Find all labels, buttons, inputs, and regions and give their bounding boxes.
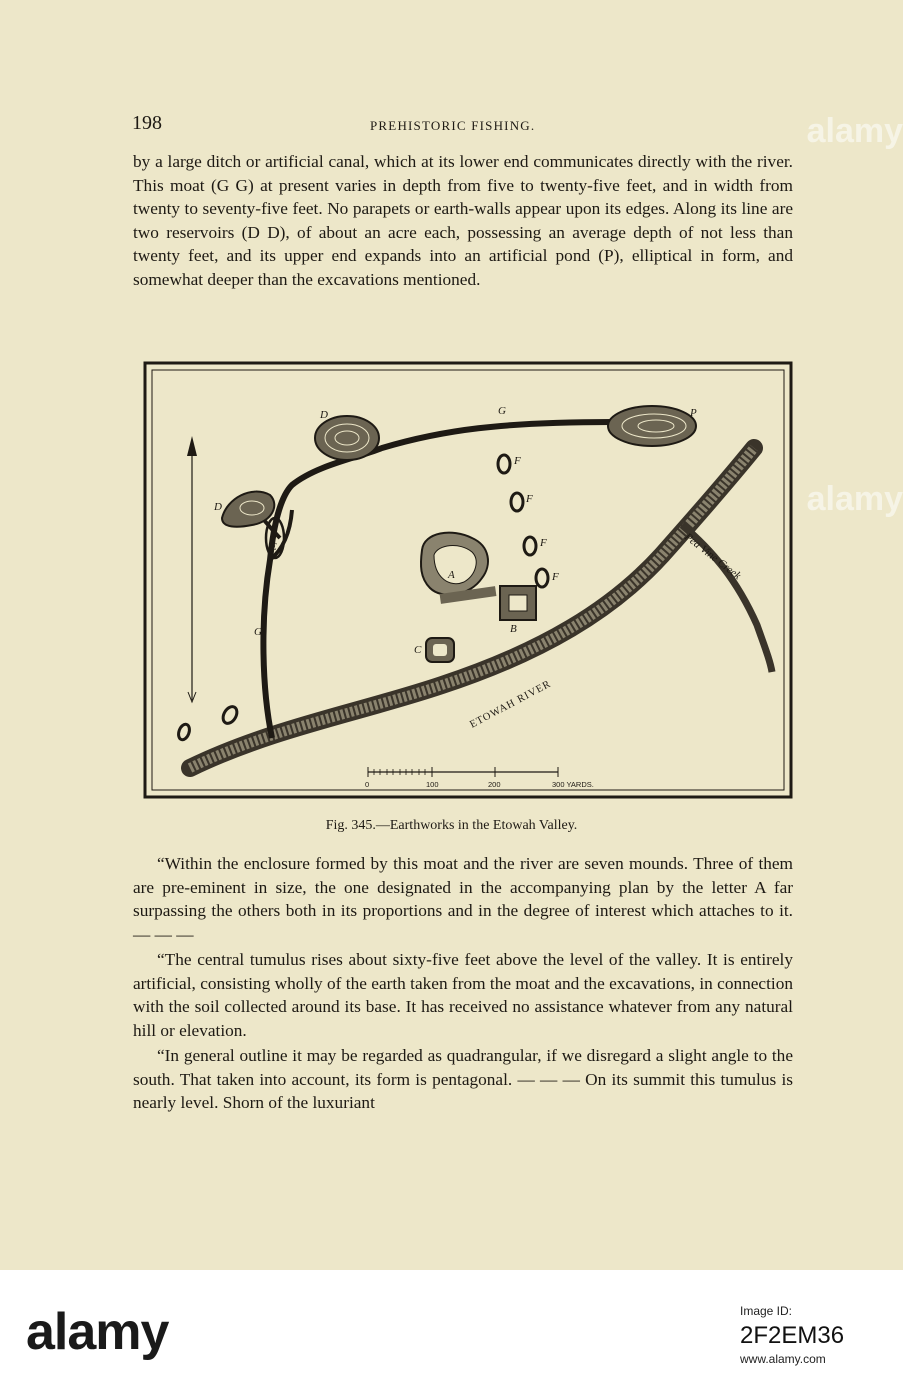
- label-f-1: F: [514, 455, 521, 467]
- label-f-3: F: [540, 537, 547, 549]
- label-e: E: [270, 541, 277, 553]
- image-id-label: Image ID:: [740, 1304, 793, 1318]
- earthworks-map-figure: [142, 360, 794, 800]
- label-a: A: [448, 569, 455, 581]
- scale-tick-200: 200: [488, 780, 501, 789]
- mound-f-2: [511, 493, 523, 511]
- scale-tick-300: 300 YARDS.: [552, 780, 594, 789]
- label-f-2: F: [526, 493, 533, 505]
- watermark-right-1: alamy: [806, 112, 903, 150]
- small-mound-2: [177, 723, 192, 741]
- mound-f-3: [524, 537, 536, 555]
- mound-a: [421, 533, 496, 604]
- watermark-right-2: alamy: [806, 480, 903, 518]
- mound-f-1: [498, 455, 510, 473]
- page-number: 198: [132, 112, 162, 134]
- paragraph-2: “Within the enclosure formed by this moat and the river are seven mounds. Three of them are pre-eminent in size, the one designated in the accompanying plan by the letter A far surpassing the others both in its proportions and in the degree of interest which attaches to it. — — —: [133, 854, 793, 944]
- figure-caption: Fig. 345.—Earthworks in the Etowah Valley.: [325, 818, 578, 833]
- label-pea-vine-creek: Pea Vine Creek: [682, 530, 743, 583]
- alamy-logo: alamy: [26, 1303, 169, 1361]
- label-d-left: D: [214, 501, 222, 513]
- mound-f-4: [536, 569, 548, 587]
- scale-bar: [365, 767, 594, 789]
- mound-b: [500, 586, 536, 620]
- scale-tick-0: 0: [365, 780, 370, 789]
- label-g-left: G: [254, 626, 262, 638]
- label-c: C: [414, 644, 422, 656]
- paragraph-4: “In general outline it may be regarded as quadrangular, if we disregard a slight angle to the south. That taken into account, its form is pentagonal. — — — On its summit this tumulus is nearly level. Shorn of the luxuriant: [133, 1046, 793, 1113]
- label-etowah-river: ETOWAH RIVER: [468, 678, 554, 731]
- label-d-upper: D: [320, 409, 328, 421]
- scale-tick-100: 100: [426, 780, 439, 789]
- running-title: PREHISTORIC FISHING.: [370, 118, 536, 133]
- label-b: B: [510, 623, 517, 635]
- site-url: www.alamy.com: [740, 1352, 826, 1366]
- label-f-4: F: [552, 571, 559, 583]
- pond-p: [608, 406, 696, 446]
- small-mound-1: [220, 704, 239, 726]
- label-g-top: G: [498, 405, 506, 417]
- mound-c: [426, 638, 454, 662]
- paragraph-3: “The central tumulus rises about sixty-five feet above the level of the valley. It is entirely artificial, consisting wholly of the earth taken from the moat and the excavations, in connection with the soil collected around its base. It has received no assistance whatever from any natural hill or elevation.: [133, 950, 793, 1040]
- paragraph-1: by a large ditch or artificial canal, which at its lower end communicates directly with the river. This moat (G G) at present varies in depth from five to twenty-five feet, and in width from twenty to seventy-five feet. No parapets or earth-walls appear upon its edges. Along its line are two reservoirs (D D), of about an acre each, possessing an average depth of not less than twenty feet, and its upper end expands into an artificial pond (P), elliptical in form, and somewhat deeper than the excavations mentioned.: [133, 152, 793, 289]
- north-arrow-icon: [187, 436, 197, 702]
- reservoir-d-upper: [315, 416, 379, 460]
- image-id: 2F2EM36: [740, 1322, 845, 1349]
- label-p: P: [690, 407, 697, 419]
